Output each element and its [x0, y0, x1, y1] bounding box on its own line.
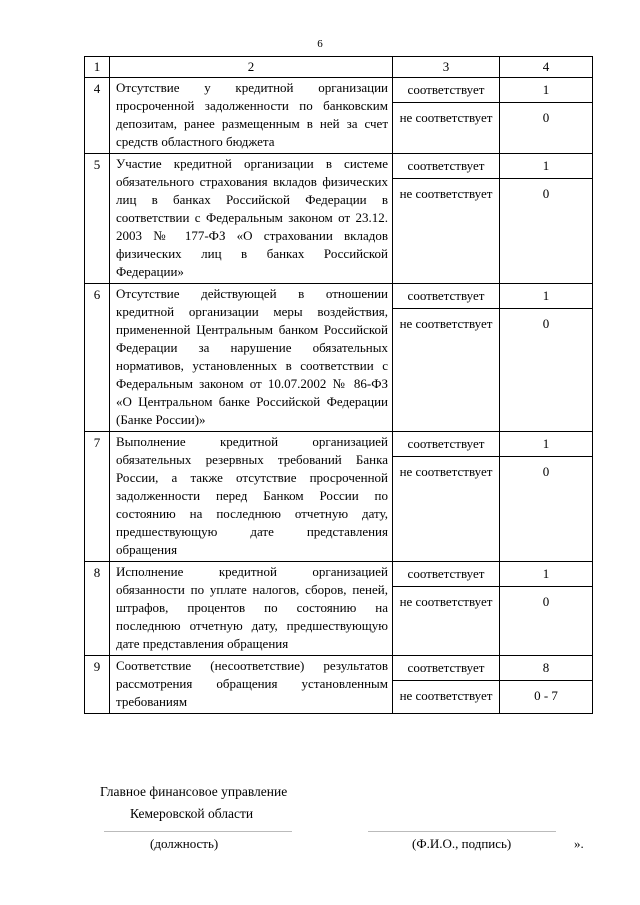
row-score-cell — [500, 284, 593, 432]
table-row — [85, 562, 593, 656]
score-noncompliant: 0 — [542, 110, 550, 125]
row-criterion: Отсутствие у кредитной организации просроченной задолженности по банковским депозитам, ранее размещенным в ней за счет средств областного бюджета — [110, 78, 393, 154]
table-row — [85, 656, 593, 714]
row-score-cell — [500, 78, 593, 154]
status-compliant: соответствует — [393, 432, 499, 457]
org-line-1: Главное финансовое управление — [100, 784, 288, 799]
status-noncompliant: не соответствует — [399, 316, 493, 331]
score-compliant: 1 — [500, 562, 592, 587]
status-noncompliant: не соответствует — [399, 464, 493, 479]
table-row — [85, 154, 593, 284]
row-status-cell — [393, 656, 500, 714]
row-criterion: Соответствие (несоответствие) результатов рассмотрения обращения установленным требованиям — [110, 656, 393, 714]
status-compliant: соответствует — [393, 78, 499, 103]
status-noncompliant: не соответствует — [399, 110, 493, 125]
row-score-cell — [500, 656, 593, 714]
status-compliant: соответствует — [393, 284, 499, 309]
row-number: 5 — [85, 154, 110, 284]
status-noncompliant: не соответствует — [399, 688, 493, 703]
header-col-3: 3 — [393, 57, 500, 78]
name-signature-line — [368, 831, 556, 832]
row-number: 8 — [85, 562, 110, 656]
row-status-cell — [393, 284, 500, 432]
score-noncompliant: 0 — [542, 464, 550, 479]
row-status-cell — [393, 154, 500, 284]
row-score-cell — [500, 562, 593, 656]
org-line-2: Кемеровской области — [130, 806, 254, 821]
status-noncompliant: не соответствует — [399, 594, 493, 609]
score-compliant: 8 — [500, 656, 592, 681]
score-noncompliant: 0 - 7 — [534, 688, 558, 703]
header-col-4: 4 — [500, 57, 593, 78]
score-noncompliant: 0 — [542, 316, 550, 331]
score-compliant: 1 — [500, 432, 592, 457]
header-col-1: 1 — [85, 57, 110, 78]
score-compliant: 1 — [500, 154, 592, 179]
score-noncompliant: 0 — [542, 186, 550, 201]
row-status-cell — [393, 78, 500, 154]
row-status-cell — [393, 432, 500, 562]
row-criterion: Участие кредитной организации в системе обязательного страхования вкладов физических лиц в банках Российской Федерации в соответствии с Федеральным законом от 23.12. 2003 № 177-ФЗ «О страховании вкладов физических лиц в банках Российской Федерации» — [110, 154, 393, 284]
row-criterion: Исполнение кредитной организацией обязанности по уплате налогов, сборов, пеней, штрафов, процентов по состоянию на последнюю отчетную дату, предшествующую дате представления обращения — [110, 562, 393, 656]
status-compliant: соответствует — [393, 562, 499, 587]
footer-org — [100, 781, 287, 825]
score-compliant: 1 — [500, 78, 592, 103]
row-status-cell — [393, 562, 500, 656]
status-noncompliant: не соответствует — [399, 186, 493, 201]
criteria-table — [84, 56, 593, 714]
row-number: 6 — [85, 284, 110, 432]
header-col-2: 2 — [110, 57, 393, 78]
table-row — [85, 432, 593, 562]
status-compliant: соответствует — [393, 154, 499, 179]
row-score-cell — [500, 432, 593, 562]
score-noncompliant: 0 — [542, 594, 550, 609]
name-label: (Ф.И.О., подпись) — [412, 836, 512, 851]
table-row — [85, 284, 593, 432]
row-score-cell — [500, 154, 593, 284]
closing-mark: ». — [574, 836, 584, 851]
table-row — [85, 78, 593, 154]
page-number: 6 — [317, 38, 323, 50]
position-signature-line — [104, 831, 292, 832]
row-criterion: Отсутствие действующей в отношении кредитной организации меры воздействия, примененной Центральным банком Российской Федерации за нарушение обязательных нормативов, установленных в соответствии с Федеральным законом от 10.07.2002 № 86-ФЗ «О Центральном банке Российской Федерации (Банке России)» — [110, 284, 393, 432]
score-compliant: 1 — [500, 284, 592, 309]
row-criterion: Выполнение кредитной организацией обязательных резервных требований Банка России, а также отсутствие просроченной задолженности перед Банком России по состоянию на последнюю отчетную дату, предшествующую дате представления обращения — [110, 432, 393, 562]
status-compliant: соответствует — [393, 656, 499, 681]
row-number: 7 — [85, 432, 110, 562]
row-number: 4 — [85, 78, 110, 154]
row-number: 9 — [85, 656, 110, 714]
position-label: (должность) — [150, 836, 219, 851]
table-header-row — [85, 57, 593, 78]
